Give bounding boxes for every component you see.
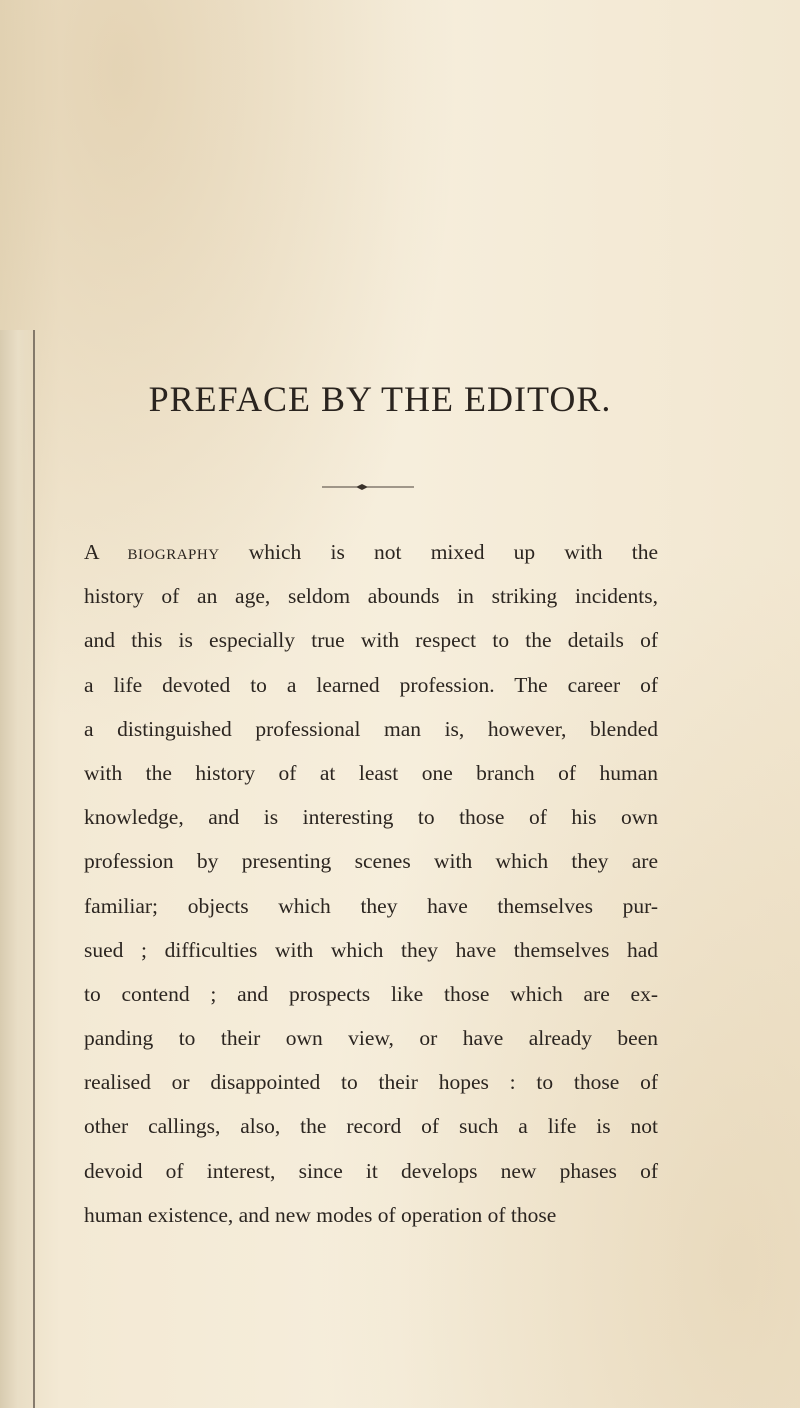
paragraph-line: realised or disappointed to their hopes : to those of xyxy=(84,1070,658,1095)
page-title: PREFACE BY THE EDITOR. xyxy=(148,379,612,419)
page-binding-edge xyxy=(0,330,40,1408)
paragraph-line: history of an age, seldom abounds in striking incidents, xyxy=(84,584,658,609)
paragraph-line: other callings, also, the record of such a life is not xyxy=(84,1114,658,1139)
preface-paragraph xyxy=(84,530,658,1237)
paragraph-line: a distinguished professional man is, however, blended xyxy=(84,716,658,741)
paragraph-line: devoid of interest, since it develops new phases of xyxy=(84,1158,658,1183)
title-divider-ornament xyxy=(322,483,414,491)
paragraph-line: with the history of at least one branch of human xyxy=(84,760,658,785)
first-line-rest: which is not mixed up with the xyxy=(248,540,659,564)
paragraph-line: a life devoted to a learned profession. The career of xyxy=(84,672,658,697)
paragraph-line: knowledge, and is interesting to those of his own xyxy=(84,805,658,830)
paragraph-line: sued ; difficulties with which they have themselves had xyxy=(84,937,658,962)
paragraph-line: to contend ; and prospects like those which are ex- xyxy=(84,981,658,1006)
binding-line xyxy=(33,330,35,1408)
paragraph-line-1 xyxy=(84,530,658,574)
opening-small-caps: biography xyxy=(127,540,220,564)
paragraph-line: human existence, and new modes of operation of those xyxy=(84,1202,557,1227)
opening-letter: A xyxy=(84,540,99,564)
paragraph-line: familiar; objects which they have themselves pur- xyxy=(84,893,658,918)
paragraph-line: panding to their own view, or have already been xyxy=(84,1026,658,1051)
paragraph-line: and this is especially true with respect to the details of xyxy=(84,628,658,653)
paragraph-line: profession by presenting scenes with which they are xyxy=(84,849,658,874)
